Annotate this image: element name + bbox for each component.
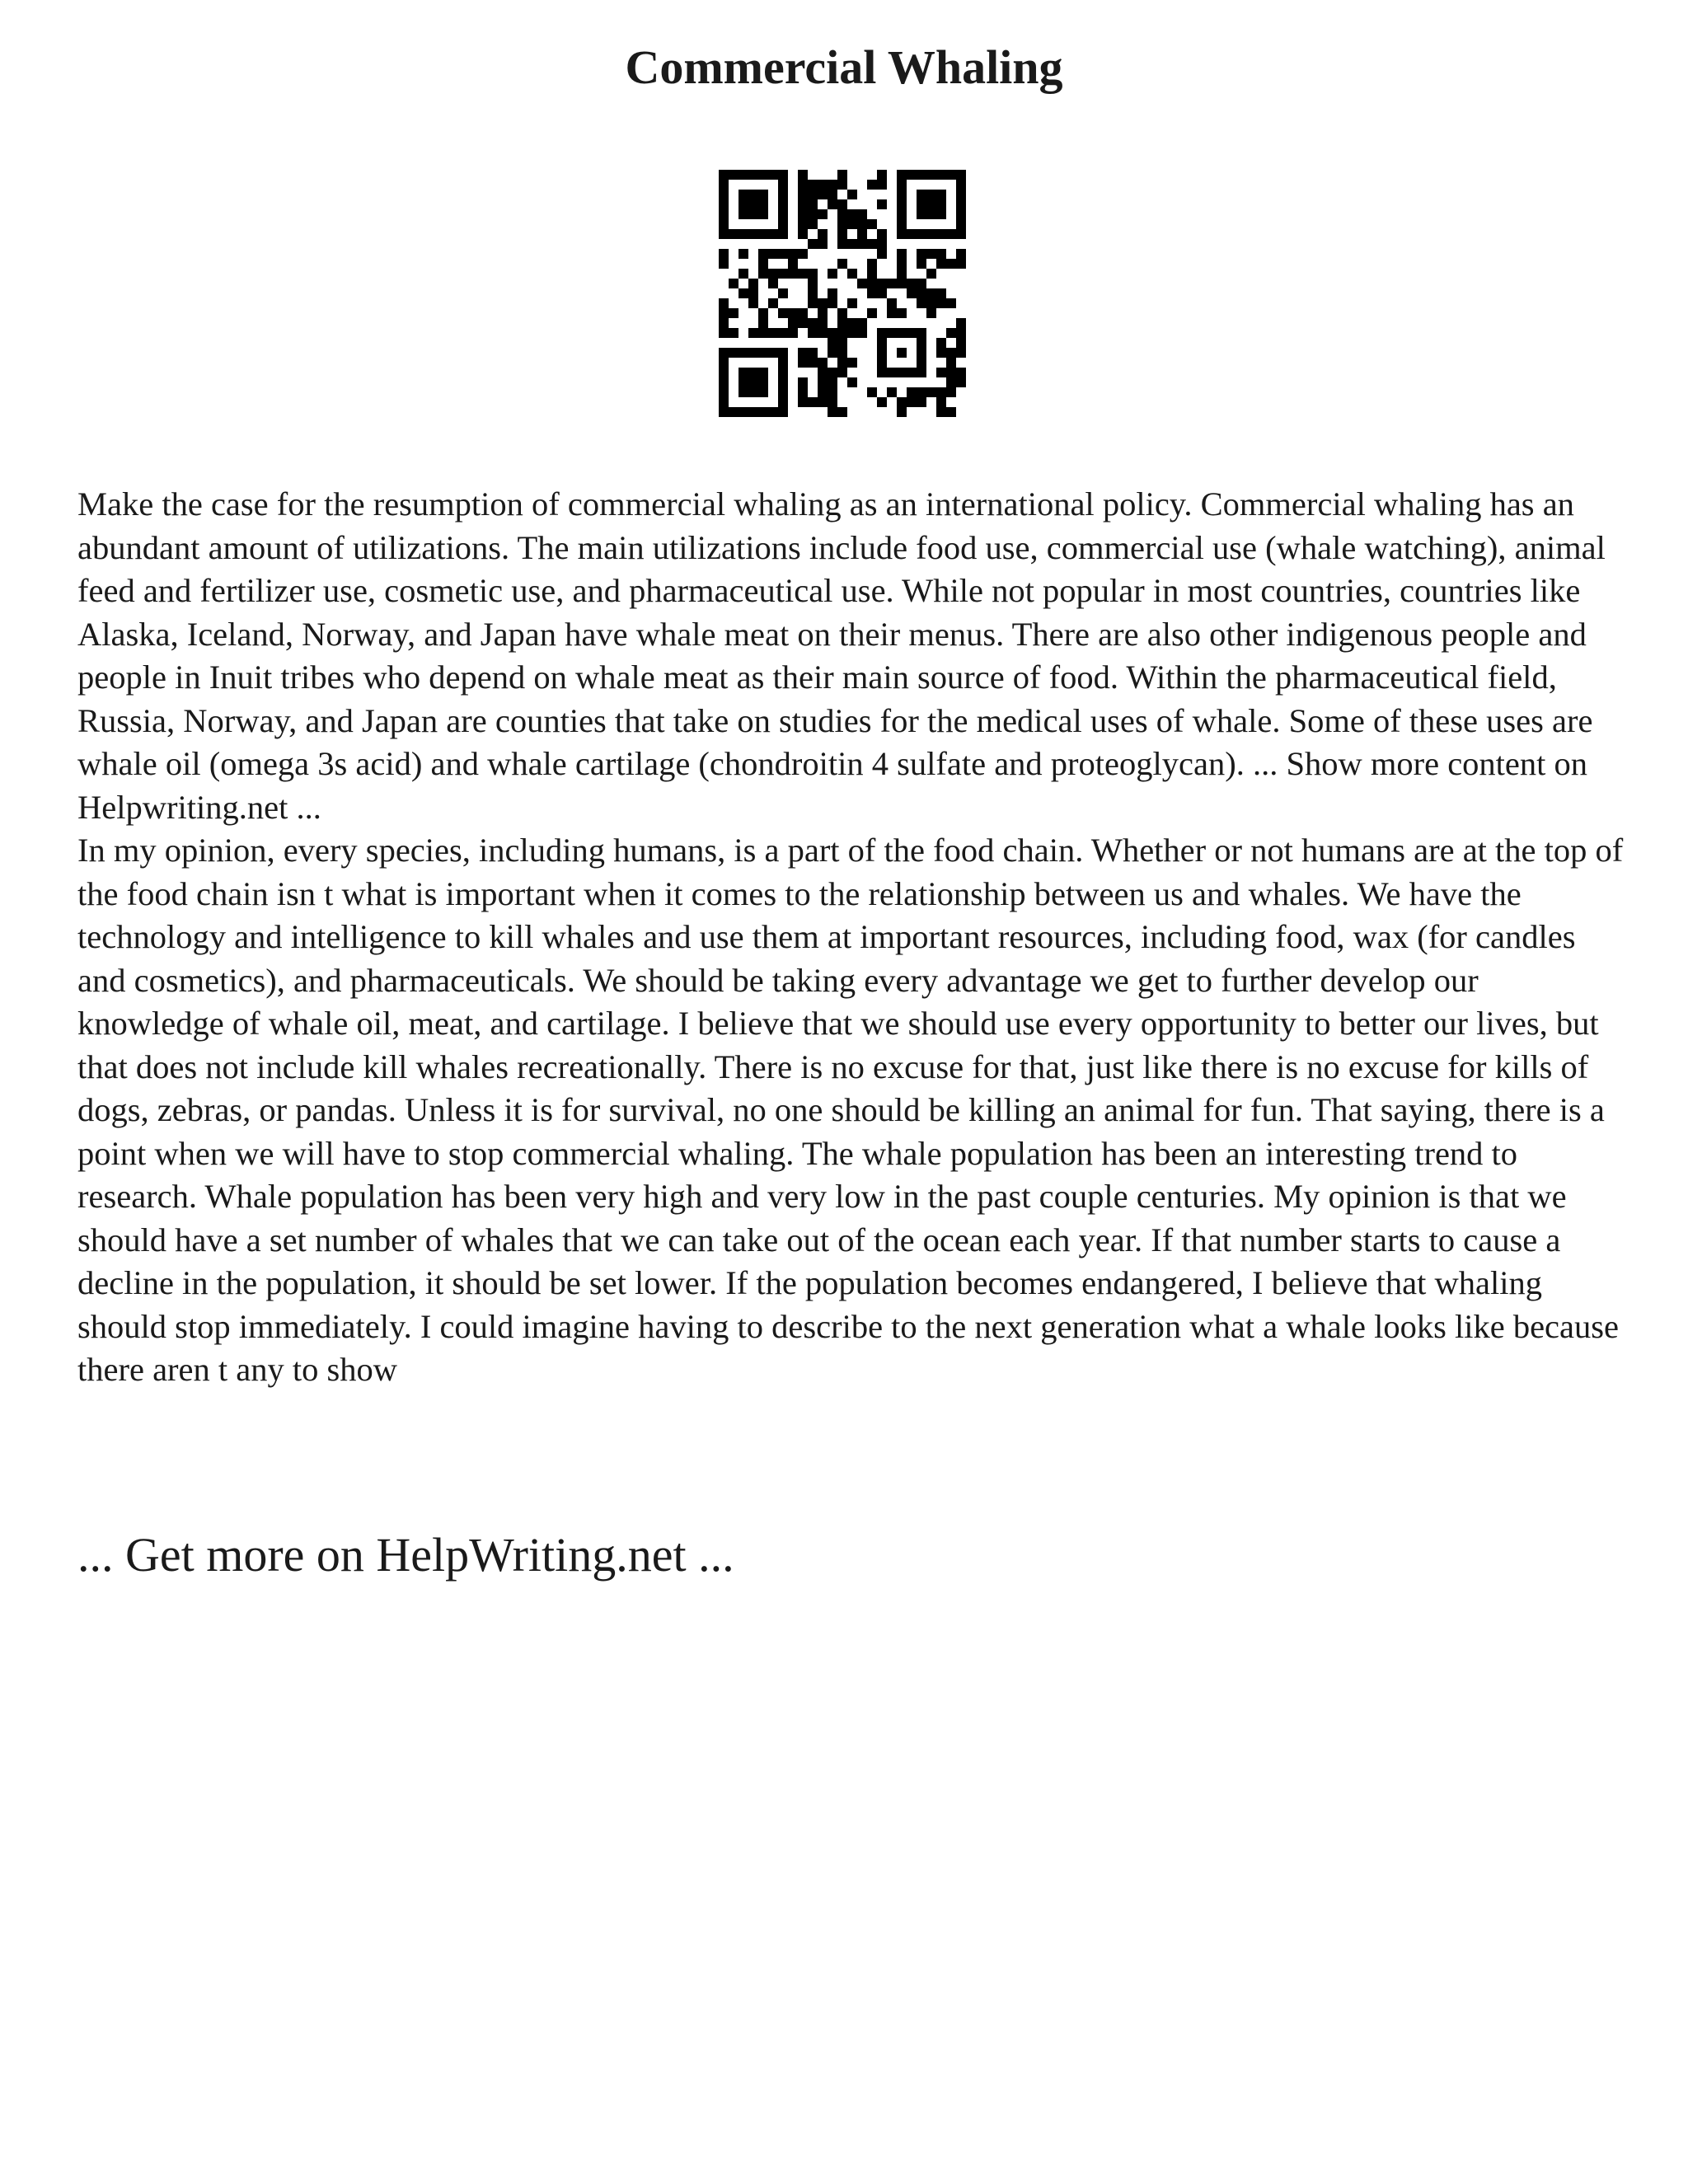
article-body [77,483,1627,1392]
paragraph-1: Make the case for the resumption of commercial whaling as an international policy. Commercial whaling has an abundant amount of utilizations. The main utilizations include food use, commercial use (whale watching), animal feed and fertilizer use, cosmetic use, and pharmaceutical use. While not popular in most countries, countries like Alaska, Iceland, Norway, and Japan have whale meat on their menus. There are also other indigenous people and people in Inuit tribes who depend on whale meat as their main source of food. Within the pharmaceutical field, Russia, Norway, and Japan are counties that take on studies for the medical uses of whale. Some of these uses are whale oil (omega 3s acid) and whale cartilage (chondroitin 4 sulfate and proteoglycan). ... Show more content on Helpwriting.net ... [77,485,1606,826]
qr-code-icon [719,170,966,417]
get-more-link[interactable]: ... Get more on HelpWriting.net ... [77,1528,734,1582]
paragraph-2: In my opinion, every species, including humans, is a part of the food chain. Whether or not humans are at the top of the food chain isn t what is important when it comes to the relationship between us and whales. We have the technology and intelligence to kill whales and use them at important resources, including food, wax (for candles and cosmetics), and pharmaceuticals. We should be taking every advantage we get to further develop our knowledge of whale oil, meat, and cartilage. I believe that we should use every opportunity to better our lives, but that does not include kill whales recreationally. There is no excuse for that, just like there is no excuse for kills of dogs, zebras, or pandas. Unless it is for survival, no one should be killing an animal for fun. That saying, there is a point when we will have to stop commercial whaling. The whale population has been an interesting trend to research. Whale population has been very high and very low in the past couple centuries. My opinion is that we should have a set number of whales that we can take out of the ocean each year. If that number starts to cause a decline in the population, it should be set lower. If the population becomes endangered, I believe that whaling should stop immediately. I could imagine having to describe to the next generation what a whale looks like because there aren t any to show [77,832,1624,1388]
page-title: Commercial Whaling [625,40,1063,94]
qr-code-graphic [719,170,966,417]
